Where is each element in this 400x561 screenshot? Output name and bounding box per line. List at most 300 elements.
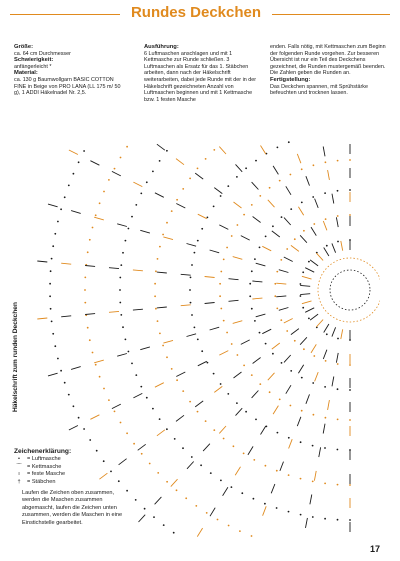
double-crochet-mark [279, 270, 289, 273]
chain-stitch-mark [281, 362, 283, 364]
chain-stitch-mark [290, 208, 292, 210]
chain-stitch-mark [251, 308, 253, 310]
chain-stitch-mark [349, 214, 351, 216]
chain-stitch-mark [84, 277, 86, 279]
chain-stitch-mark [190, 277, 192, 279]
chain-stitch-mark [128, 228, 130, 230]
double-crochet-mark [297, 417, 301, 426]
chain-stitch-mark [231, 235, 233, 237]
double-crochet-mark [268, 200, 275, 207]
chain-stitch-mark [337, 160, 339, 162]
chain-stitch-mark [219, 283, 221, 285]
chain-stitch-mark [191, 314, 193, 316]
double-crochet-mark [271, 484, 275, 493]
chain-stitch-icon: • [18, 456, 20, 463]
chain-stitch-mark [349, 419, 351, 421]
chain-stitch-mark [83, 150, 85, 152]
double-crochet-mark [176, 372, 185, 377]
double-crochet-mark [236, 164, 243, 171]
chain-stitch-mark [325, 417, 327, 419]
double-crochet-mark [219, 426, 226, 433]
chain-stitch-mark [157, 258, 159, 260]
chain-stitch-mark [207, 217, 209, 219]
chain-stitch-mark [60, 370, 62, 372]
double-crochet-mark [316, 320, 323, 327]
chain-stitch-mark [185, 497, 187, 499]
chain-stitch-mark [73, 173, 75, 175]
chain-stitch-mark [119, 302, 121, 304]
chain-stitch-mark [349, 189, 351, 191]
chain-stitch-mark [227, 393, 229, 395]
chain-stitch-mark [135, 204, 137, 206]
chain-stitch-mark [152, 408, 154, 410]
legend-item-feste-masche [14, 471, 134, 478]
legend-label: = feste Masche [27, 471, 66, 478]
double-crochet-mark [90, 161, 99, 166]
chain-stitch-mark [259, 383, 261, 385]
chain-stitch-mark [226, 332, 228, 334]
column-2 [144, 44, 260, 103]
chain-stitch-mark [251, 374, 253, 376]
chain-stitch-mark [265, 236, 267, 238]
chain-stitch-mark [162, 345, 164, 347]
chain-stitch-mark [144, 508, 146, 510]
chain-stitch-mark [154, 283, 156, 285]
chain-stitch-mark [227, 185, 229, 187]
chain-stitch-mark [176, 489, 178, 491]
chain-stitch-mark [153, 516, 155, 518]
double-crochet-mark [300, 294, 310, 295]
chain-stitch-mark [301, 202, 303, 204]
double-crochet-mark [48, 373, 58, 376]
chain-stitch-mark [73, 405, 75, 407]
chain-stitch-mark [166, 481, 168, 483]
chain-stitch-mark [68, 185, 70, 187]
chain-stitch-mark [279, 399, 281, 401]
double-crochet-mark [195, 173, 203, 179]
legend-label: = Stäbchen [27, 478, 56, 485]
double-crochet-mark [276, 283, 286, 284]
chain-stitch-mark [301, 168, 303, 170]
double-crochet-mark [252, 182, 259, 189]
double-crochet-mark [48, 204, 58, 207]
chain-stitch-mark [120, 264, 122, 266]
chain-stitch-mark [337, 215, 339, 217]
chain-stitch-mark [87, 251, 89, 253]
chain-stitch-mark [200, 464, 202, 466]
chain-stitch-mark [337, 338, 339, 340]
chain-stitch-mark [312, 445, 314, 447]
double-crochet-mark [176, 415, 184, 421]
double-crochet-mark [252, 281, 262, 282]
chain-stitch-mark [288, 511, 290, 513]
chain-stitch-mark [83, 428, 85, 430]
chain-stitch-mark [119, 289, 121, 291]
chain-stitch-mark [89, 339, 91, 341]
double-crochet-mark [261, 146, 266, 155]
chain-stitch-mark [303, 230, 305, 232]
double-crochet-mark [139, 515, 146, 522]
chain-stitch-mark [269, 187, 271, 189]
chain-stitch-mark [276, 271, 278, 273]
double-crochet-mark [336, 217, 338, 227]
chain-stitch-mark [205, 420, 207, 422]
double-crochet-mark [302, 276, 312, 279]
chain-stitch-mark [259, 195, 261, 197]
chain-stitch-mark [166, 222, 168, 224]
chain-stitch-mark [313, 414, 315, 416]
chain-stitch-mark [78, 161, 80, 163]
double-crochet-mark [324, 248, 329, 257]
double-crochet-mark [234, 202, 242, 208]
groesse-text: ca. 64 cm Durchmesser [14, 50, 71, 57]
chain-stitch-mark [176, 199, 178, 201]
chain-stitch-mark [213, 206, 215, 208]
chain-stitch-mark [280, 259, 282, 261]
chain-stitch-mark [190, 302, 192, 304]
chain-stitch-mark [237, 354, 239, 356]
chain-stitch-mark [337, 388, 339, 390]
double-crochet-mark [203, 444, 210, 451]
chain-stitch-mark [135, 374, 137, 376]
chain-stitch-mark [300, 283, 302, 285]
chain-stitch-mark [280, 319, 282, 321]
chain-stitch-mark [251, 204, 253, 206]
chain-stitch-mark [119, 277, 121, 279]
legend-label: = Kettmasche [27, 463, 62, 470]
chain-stitch-mark [140, 193, 142, 195]
chain-stitch-mark [207, 362, 209, 364]
double-crochet-mark [286, 385, 291, 394]
double-crochet-mark [300, 337, 307, 344]
chain-stitch-mark [288, 437, 290, 439]
chain-stitch-mark [302, 307, 304, 309]
double-crochet-mark [117, 354, 127, 357]
chain-stitch-mark [337, 519, 339, 521]
chain-stitch-mark [68, 394, 70, 396]
chain-stitch-mark [146, 181, 148, 183]
chain-stitch-mark [155, 270, 157, 272]
double-crochet-mark [315, 199, 319, 208]
chain-stitch-mark [286, 330, 288, 332]
legend-item-kettmasche [14, 464, 134, 471]
double-crochet-mark [305, 268, 314, 273]
double-crochet-mark [328, 400, 330, 410]
chain-stitch-mark [131, 363, 133, 365]
chain-stitch-mark [159, 246, 161, 248]
chain-stitch-mark [243, 214, 245, 216]
groesse-heading: Größe: [14, 44, 34, 50]
material-heading: Material: [14, 70, 38, 77]
chain-stitch-mark [324, 192, 326, 194]
chain-stitch-mark [126, 432, 128, 434]
chain-stitch-mark [255, 419, 257, 421]
double-crochet-mark [253, 217, 261, 223]
chain-stitch-mark [171, 210, 173, 212]
double-crochet-mark [157, 430, 165, 436]
double-crochet-mark [284, 218, 291, 225]
double-crochet-mark [311, 344, 316, 353]
chain-stitch-mark [166, 150, 168, 152]
chain-stitch-mark [302, 271, 304, 273]
chain-stitch-mark [159, 333, 161, 335]
double-crochet-mark [241, 340, 250, 345]
chain-stitch-mark [290, 174, 292, 176]
chain-stitch-mark [303, 348, 305, 350]
chain-stitch-mark [324, 386, 326, 388]
chain-stitch-mark [220, 195, 222, 197]
chain-stitch-mark [195, 505, 197, 507]
chain-stitch-mark [253, 459, 255, 461]
chain-stitch-mark [99, 376, 101, 378]
chain-stitch-mark [220, 383, 222, 385]
chain-stitch-mark [337, 363, 339, 365]
chain-stitch-mark [197, 168, 199, 170]
double-crochet-mark [314, 471, 316, 481]
chain-stitch-mark [125, 339, 127, 341]
column-1 [14, 44, 124, 97]
chain-stitch-mark [197, 411, 199, 413]
chain-stitch-mark [189, 289, 191, 291]
double-crochet-mark [263, 506, 267, 515]
double-crochet-mark [219, 147, 226, 154]
double-crochet-mark [300, 235, 307, 242]
double-crochet-mark [279, 308, 289, 311]
chain-stitch-mark [259, 247, 261, 249]
double-crochet-mark [94, 360, 104, 363]
double-crochet-mark [252, 391, 259, 398]
double-crochet-mark [310, 495, 312, 505]
chain-stitch-mark [182, 188, 184, 190]
double-crochet-mark [236, 408, 243, 415]
double-crochet-mark [205, 303, 215, 304]
double-crochet-mark [109, 311, 119, 312]
chain-stitch-mark [163, 524, 165, 526]
double-crochet-mark [198, 214, 207, 219]
double-crochet-mark [300, 285, 310, 286]
chain-stitch-mark [325, 360, 327, 362]
double-crochet-mark [37, 261, 47, 262]
chain-stitch-mark [126, 146, 128, 148]
chain-stitch-mark [237, 224, 239, 226]
chain-stitch-mark [157, 320, 159, 322]
double-crochet-mark [262, 329, 271, 334]
chain-stitch-mark [236, 402, 238, 404]
legend-title: Zeichenerklärung: [14, 448, 72, 455]
double-crochet-mark [219, 351, 228, 356]
chain-stitch-mark [122, 326, 124, 328]
double-crochet-mark [306, 518, 308, 528]
chain-stitch-mark [220, 308, 222, 310]
double-crochet-mark [272, 343, 280, 349]
chain-stitch-mark [125, 240, 127, 242]
chain-stitch-mark [49, 283, 51, 285]
chain-stitch-mark [277, 147, 279, 149]
chain-stitch-mark [223, 259, 225, 261]
double-crochet-mark [302, 301, 312, 304]
chain-stitch-mark [312, 516, 314, 518]
schwierigkeit-text: anfängerleicht * [14, 63, 52, 70]
chain-stitch-mark [182, 447, 184, 449]
round-2-ring [318, 258, 380, 322]
chain-stitch-mark [131, 216, 133, 218]
chain-stitch-mark [155, 308, 157, 310]
double-crochet-mark [310, 260, 318, 266]
chain-stitch-mark [103, 388, 105, 390]
chain-stitch-mark [251, 535, 253, 537]
double-crochet-mark [219, 225, 228, 230]
chain-stitch-mark [120, 314, 122, 316]
legend-item-staebchen [14, 479, 134, 486]
chain-stitch-mark [276, 507, 278, 509]
double-crochet-mark [261, 426, 266, 435]
double-crochet-mark [214, 386, 222, 392]
double-crochet-mark [256, 263, 266, 266]
side-label [12, 252, 24, 412]
double-crochet-mark [297, 154, 301, 163]
chain-stitch-mark [141, 453, 143, 455]
chain-stitch-mark [103, 191, 105, 193]
double-crochet-mark [328, 170, 330, 180]
chain-stitch-mark [349, 159, 351, 161]
chain-stitch-mark [349, 364, 351, 366]
chain-stitch-mark [324, 518, 326, 520]
double-crochet-mark [140, 347, 150, 350]
chain-stitch-mark [159, 160, 161, 162]
double-crochet-mark [252, 298, 262, 299]
chain-stitch-mark [114, 168, 116, 170]
chain-stitch-mark [133, 443, 135, 445]
chain-stitch-mark [135, 499, 137, 501]
double-crochet-mark [155, 497, 162, 504]
chain-stitch-mark [312, 196, 314, 198]
chain-stitch-mark [213, 429, 215, 431]
chain-stitch-mark [312, 481, 314, 483]
chain-stitch-mark [166, 356, 168, 358]
chain-stitch-mark [308, 261, 310, 263]
chain-stitch-mark [54, 233, 56, 235]
chain-stitch-mark [189, 178, 191, 180]
chain-stitch-mark [52, 333, 54, 335]
double-crochet-mark [276, 296, 286, 297]
chain-stitch-mark [122, 252, 124, 254]
chain-stitch-mark [159, 418, 161, 420]
double-crochet-mark [187, 334, 197, 337]
chain-stitch-mark [108, 179, 110, 181]
chain-stitch-mark [349, 484, 351, 486]
chain-stitch-mark [281, 216, 283, 218]
double-crochet-mark [341, 241, 343, 251]
double-crochet-mark [253, 358, 261, 364]
double-crochet-mark [90, 415, 99, 420]
double-crochet-mark [248, 446, 253, 455]
double-crochet-mark [85, 314, 95, 315]
chain-stitch-mark [92, 352, 94, 354]
chain-stitch-mark [349, 389, 351, 391]
double-crochet-mark [155, 193, 164, 198]
side-label-text: Häkelschrift zum runden Deckchen [12, 302, 19, 412]
chain-stitch-mark [191, 264, 193, 266]
double-crochet-mark [69, 426, 78, 431]
chain-stitch-mark [173, 532, 175, 534]
chain-stitch-mark [308, 318, 310, 320]
chain-stitch-mark [87, 327, 89, 329]
chain-stitch-mark [264, 503, 266, 505]
double-crochet-mark [109, 268, 119, 269]
double-crochet-mark [310, 314, 318, 320]
slip-stitch-icon: ⌒ [16, 463, 22, 470]
chain-stitch-mark [189, 401, 191, 403]
chain-stitch-mark [146, 397, 148, 399]
double-crochet-mark [315, 372, 319, 381]
chain-stitch-mark [277, 432, 279, 434]
double-crochet-mark [332, 377, 334, 387]
chain-stitch-mark [213, 373, 215, 375]
double-crochet-mark [157, 307, 167, 308]
chain-stitch-mark [154, 295, 156, 297]
double-crochet-mark [332, 327, 336, 336]
double-crochet-mark [210, 327, 220, 330]
center-ring [330, 270, 370, 310]
double-crochet-mark [284, 257, 293, 262]
double-crochet-mark [323, 147, 325, 157]
double-crochet-mark [133, 182, 142, 187]
double-crochet-mark [61, 263, 71, 264]
chain-stitch-mark [99, 202, 101, 204]
page-title: Rundes Deckchen [130, 4, 262, 21]
double-crochet-mark [268, 373, 275, 380]
chain-stitch-mark [201, 228, 203, 230]
chain-stitch-mark [324, 447, 326, 449]
double-crochet-mark [319, 447, 321, 457]
double-crochet-mark [214, 188, 222, 194]
chain-stitch-mark [254, 320, 256, 322]
chain-stitch-mark [290, 370, 292, 372]
chain-stitch-mark [120, 422, 122, 424]
chain-stitch-mark [326, 245, 328, 247]
chain-stitch-mark [249, 283, 251, 285]
double-crochet-mark [112, 404, 121, 409]
double-crochet-icon: † [17, 478, 21, 485]
chain-stitch-mark [337, 484, 339, 486]
chain-stitch-mark [245, 167, 247, 169]
chain-stitch-mark [276, 308, 278, 310]
double-crochet-mark [176, 204, 185, 209]
chain-stitch-mark [84, 289, 86, 291]
legend-item-luftmasche [14, 456, 134, 463]
chain-stitch-mark [253, 498, 255, 500]
chain-stitch-mark [279, 180, 281, 182]
chain-stitch-mark [300, 295, 302, 297]
double-crochet-mark [341, 329, 343, 339]
chain-stitch-mark [64, 196, 66, 198]
chain-stitch-mark [313, 355, 315, 357]
double-crochet-mark [195, 401, 203, 407]
double-crochet-mark [229, 300, 239, 301]
double-crochet-mark [291, 245, 299, 251]
ausfuehrung-heading: Ausführung: [144, 44, 179, 50]
chain-stitch-mark [108, 399, 110, 401]
chain-stitch-mark [325, 218, 327, 220]
chain-stitch-mark [325, 161, 327, 163]
double-crochet-mark [181, 274, 191, 275]
chain-stitch-mark [290, 405, 292, 407]
chain-stitch-mark [300, 478, 302, 480]
chain-stitch-mark [49, 295, 51, 297]
double-crochet-mark [298, 207, 303, 216]
chain-stitch-mark [241, 492, 243, 494]
legend-note: Laufen die Zeichen oben zusammen, werden die Maschen zusammen abgemascht, laufen die Zeichen unten zusammen, werden die Maschen in eine Einstichstelle gearbeitet. [22, 490, 123, 526]
